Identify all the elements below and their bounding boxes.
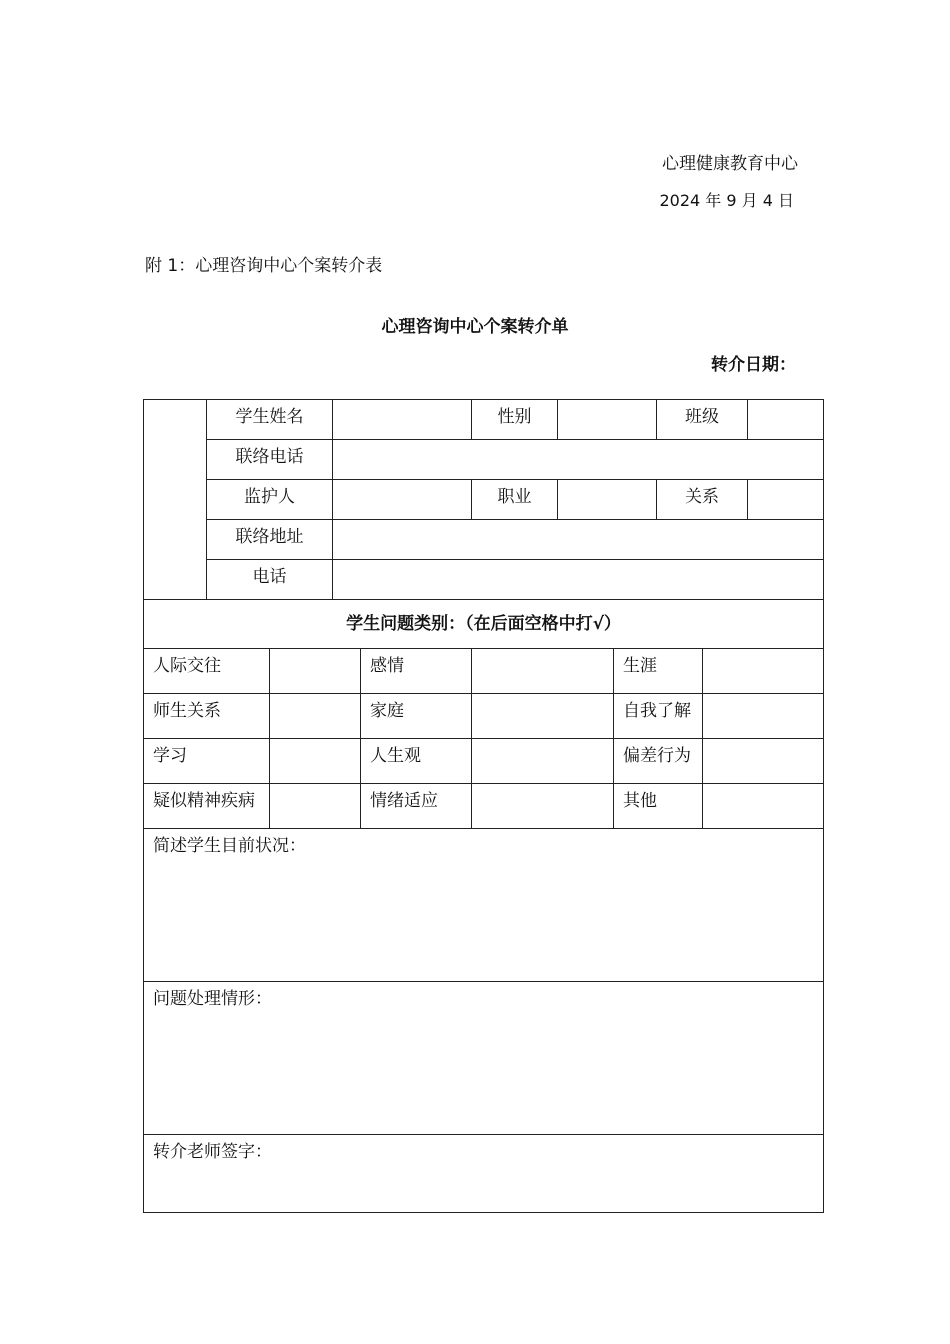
category-label: 家庭 [361, 694, 472, 739]
category-checkbox[interactable] [270, 649, 361, 694]
category-checkbox[interactable] [472, 739, 614, 784]
category-checkbox[interactable] [703, 784, 824, 829]
document-date: 2024 年 9 月 4 日 [659, 191, 794, 210]
category-label: 其他 [614, 784, 703, 829]
class-field[interactable] [748, 400, 824, 440]
category-label: 偏差行为 [614, 739, 703, 784]
handling-section[interactable] [144, 982, 824, 1135]
category-checkbox[interactable] [270, 784, 361, 829]
category-label: 感情 [361, 649, 472, 694]
student-name-label: 学生姓名 [207, 400, 333, 440]
category-label: 学习 [144, 739, 270, 784]
category-label: 人际交往 [144, 649, 270, 694]
category-label: 人生观 [361, 739, 472, 784]
category-checkbox[interactable] [472, 694, 614, 739]
category-checkbox[interactable] [703, 649, 824, 694]
category-label: 生涯 [614, 649, 703, 694]
phone-field[interactable] [333, 560, 824, 600]
guardian-field[interactable] [333, 480, 472, 520]
category-checkbox[interactable] [472, 784, 614, 829]
occupation-field[interactable] [558, 480, 657, 520]
signature-label: 转介老师签字： [153, 1142, 272, 1162]
category-checkbox[interactable] [472, 649, 614, 694]
gender-field[interactable] [558, 400, 657, 440]
organization-name: 心理健康教育中心 [662, 154, 798, 174]
category-header: 学生问题类别：（在后面空格中打√） [144, 600, 824, 649]
category-checkbox[interactable] [270, 739, 361, 784]
category-label: 自我了解 [614, 694, 703, 739]
occupation-label: 职业 [472, 480, 558, 520]
guardian-label: 监护人 [207, 480, 333, 520]
class-label: 班级 [657, 400, 748, 440]
contact-phone-field[interactable] [333, 440, 824, 480]
category-label: 疑似精神疾病 [144, 784, 270, 829]
address-label: 联络地址 [207, 520, 333, 560]
category-checkbox[interactable] [703, 739, 824, 784]
category-label: 师生关系 [144, 694, 270, 739]
student-status-label: 简述学生目前状况： [153, 836, 306, 856]
contact-phone-label: 联络电话 [207, 440, 333, 480]
referral-date-label: 转介日期： [711, 355, 796, 375]
phone-label: 电话 [207, 560, 333, 600]
student-status-section[interactable] [144, 829, 824, 982]
category-checkbox[interactable] [703, 694, 824, 739]
student-name-field[interactable] [333, 400, 472, 440]
relation-label: 关系 [657, 480, 748, 520]
handling-label: 问题处理情形： [153, 989, 272, 1009]
gender-label: 性别 [472, 400, 558, 440]
attachment-caption: 附 1：心理咨询中心个案转介表 [145, 256, 383, 276]
referral-form-table [143, 399, 824, 1213]
address-field[interactable] [333, 520, 824, 560]
relation-field[interactable] [748, 480, 824, 520]
photo-cell [144, 400, 207, 600]
signature-section[interactable] [144, 1135, 824, 1213]
category-label: 情绪适应 [361, 784, 472, 829]
form-title: 心理咨询中心个案转介单 [381, 317, 569, 337]
category-checkbox[interactable] [270, 694, 361, 739]
